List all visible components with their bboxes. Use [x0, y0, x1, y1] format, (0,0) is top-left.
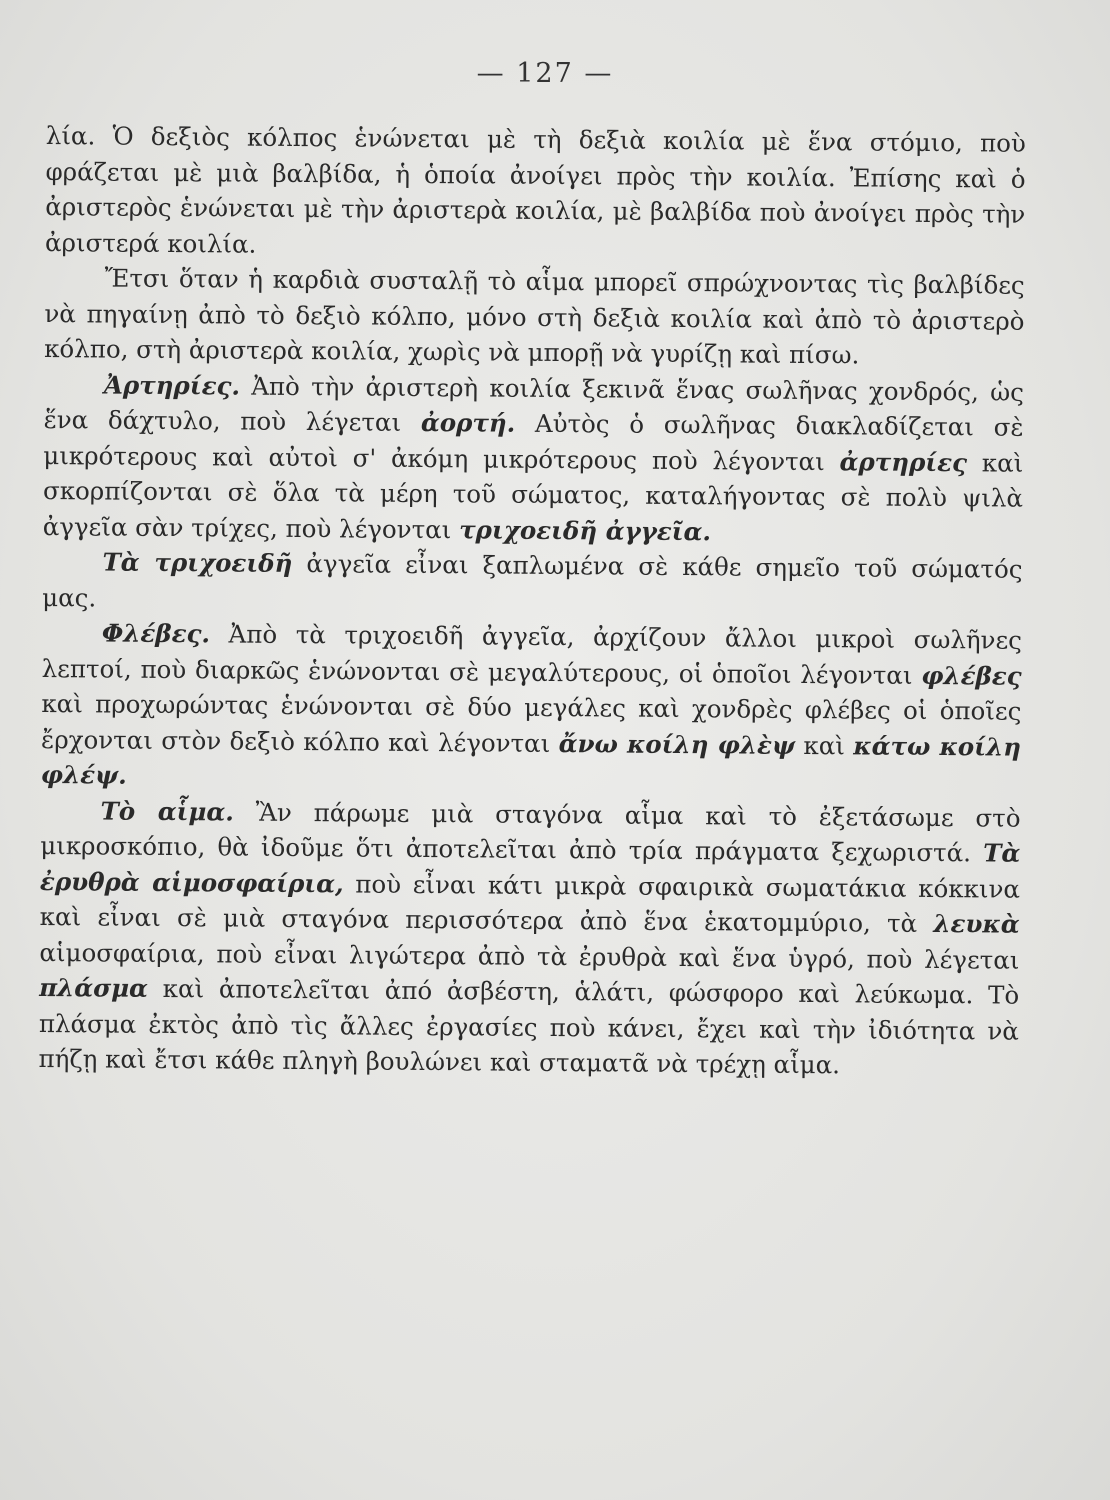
emphasized-term: κάτω κοίλη φλέψ.	[40, 730, 1022, 790]
text-run: Αὐτὸς ὁ σωλῆνας διακλαδίζεται σὲ μικρότερους καὶ αὐτοὶ σ' ἀκόμη μικρότερους ποὺ λέγονται	[43, 408, 1024, 476]
text-run: Ἀπὸ τὰ τριχοειδῆ ἀγγεῖα, ἀρχίζουν ἄλλοι μικροὶ σωλῆνες λεπτοί, ποὺ διαρκῶς ἑνώνονται σὲ μεγαλύτερους, οἱ ὁποῖοι λέγονται	[41, 619, 1023, 690]
page-number: — 127 —	[476, 58, 614, 89]
text-run: Ἀπὸ τὴν ἀριστερὴ κοιλία ξεκινᾶ ἕνας σωλῆνας χονδρός, ὡς ἕνα δάχτυλο, ποὺ λέγεται	[43, 371, 1024, 437]
body-text	[38, 118, 1025, 1084]
text-run: Ἂν πάρωμε μιὰ σταγόνα αἷμα καὶ τὸ ἐξετάσωμε στὸ μικροσκόπιο, θὰ ἰδοῦμε ὅτι ἀποτελεῖται ἀπὸ τρία πράγματα ξεχωριστά.	[40, 796, 1021, 868]
emphasized-term: φλέβες	[921, 660, 1022, 691]
emphasized-term: πλάσμα	[39, 972, 149, 1003]
emphasized-term: λευκὰ	[933, 908, 1020, 939]
text-run: καὶ	[794, 730, 854, 760]
paragraph-p1	[45, 118, 1026, 268]
text-run: καὶ σκορπίζονται σὲ ὅλα τὰ μέρη τοῦ σώματος, καταλήγοντας σὲ πολὺ ψιλὰ ἀγγεῖα σὰν τρίχες, ποὺ λέγονται	[42, 447, 1024, 544]
text-run: Ἔτσι ὅταν ἡ καρδιὰ συσταλῇ τὸ αἷμα μπορεῖ σπρώχνοντας τὶς βαλβίδες νὰ πηγαίνῃ ἀπὸ τὸ δεξιὸ κόλπο, μόνο στὴ δεξιὰ κοιλία καὶ ἀπὸ τὸ ἀριστερὸ κόλπο, στὴ ἀριστερὰ κοιλία, χωρὶς νὰ μπορῇ νὰ γυρίζῃ καὶ πίσω.	[44, 263, 1025, 370]
emphasized-term: Τὰ ἐρυθρὰ αἱμοσφαίρια,	[39, 838, 1021, 898]
paragraph-p5	[41, 615, 1022, 800]
text-run: καὶ ἀποτελεῖται ἀπό ἀσβέστη, ἁλάτι, φώσφορο καὶ λεύκωμα. Τὸ πλάσμα ἐκτὸς ἀπὸ τὶς ἄλλες ἐργασίες ποὺ κάνει, ἔχει καὶ τὴν ἰδιότητα νὰ πήζῃ καὶ ἔτσι κάθε πληγὴ βουλώνει καὶ σταματᾶ νὰ τρέχῃ αἷμα.	[38, 973, 1020, 1080]
emphasized-term: ἄνω κοίλη φλὲψ	[558, 728, 796, 760]
text-run: λία. Ὁ δεξιὸς κόλπος ἑνώνεται μὲ τὴ δεξιὰ κοιλία μὲ ἕνα στόμιο, ποὺ φράζεται μὲ μιὰ βαλβίδα, ἡ ὁποία ἀνοίγει πρὸς τὴν κοιλία. Ἐπίσης καὶ ὁ ἀριστερὸς ἑνώνεται μὲ τὴν ἀριστερὰ κοιλία, μὲ βαλβίδα ποὺ ἀνοίγει πρὸς τὴν ἀριστερά κοιλία.	[44, 120, 1026, 259]
paragraph-p4	[42, 544, 1023, 623]
text-run: καὶ προχωρώντας ἑνώνονται σὲ δύο μεγάλες καὶ χονδρὲς φλέβες οἱ ὁποῖες ἔρχονται στὸν δεξιὸ κόλπο καὶ λέγονται	[41, 688, 1022, 758]
paragraph-p3	[43, 366, 1024, 551]
text-run: ἀγγεῖα εἶναι ξαπλωμένα σὲ κάθε σημεῖο τοῦ σώματός μας.	[42, 548, 1023, 612]
emphasized-term: ἀρτηρίες	[839, 446, 968, 477]
text-run: αἱμοσφαίρια, ποὺ εἶναι λιγώτερα ἀπὸ τὰ ἐρυθρὰ καὶ ἕνα ὑγρό, ποὺ λέγεται	[39, 937, 1020, 975]
emphasized-term: τριχοειδῆ ἀγγεῖα.	[459, 514, 712, 546]
paragraph-p2	[44, 260, 1025, 374]
paragraph-p6	[38, 792, 1020, 1084]
emphasized-term: ἀορτή.	[420, 407, 516, 438]
emphasized-term: Φλέβες.	[101, 618, 211, 649]
emphasized-term: Τὸ αἷμα.	[100, 795, 234, 826]
emphasized-term: Τὰ τριχοειδῆ	[102, 547, 293, 578]
text-run: ποὺ εἶναι κάτι μικρὰ σφαιρικὰ σωματάκια κόκκινα καὶ εἶναι σὲ μιὰ σταγόνα περισσότερα ἀπὸ ἕνα ἑκατομμύριο, τὰ	[39, 868, 1021, 938]
emphasized-term: Ἀρτηρίες.	[103, 369, 241, 401]
